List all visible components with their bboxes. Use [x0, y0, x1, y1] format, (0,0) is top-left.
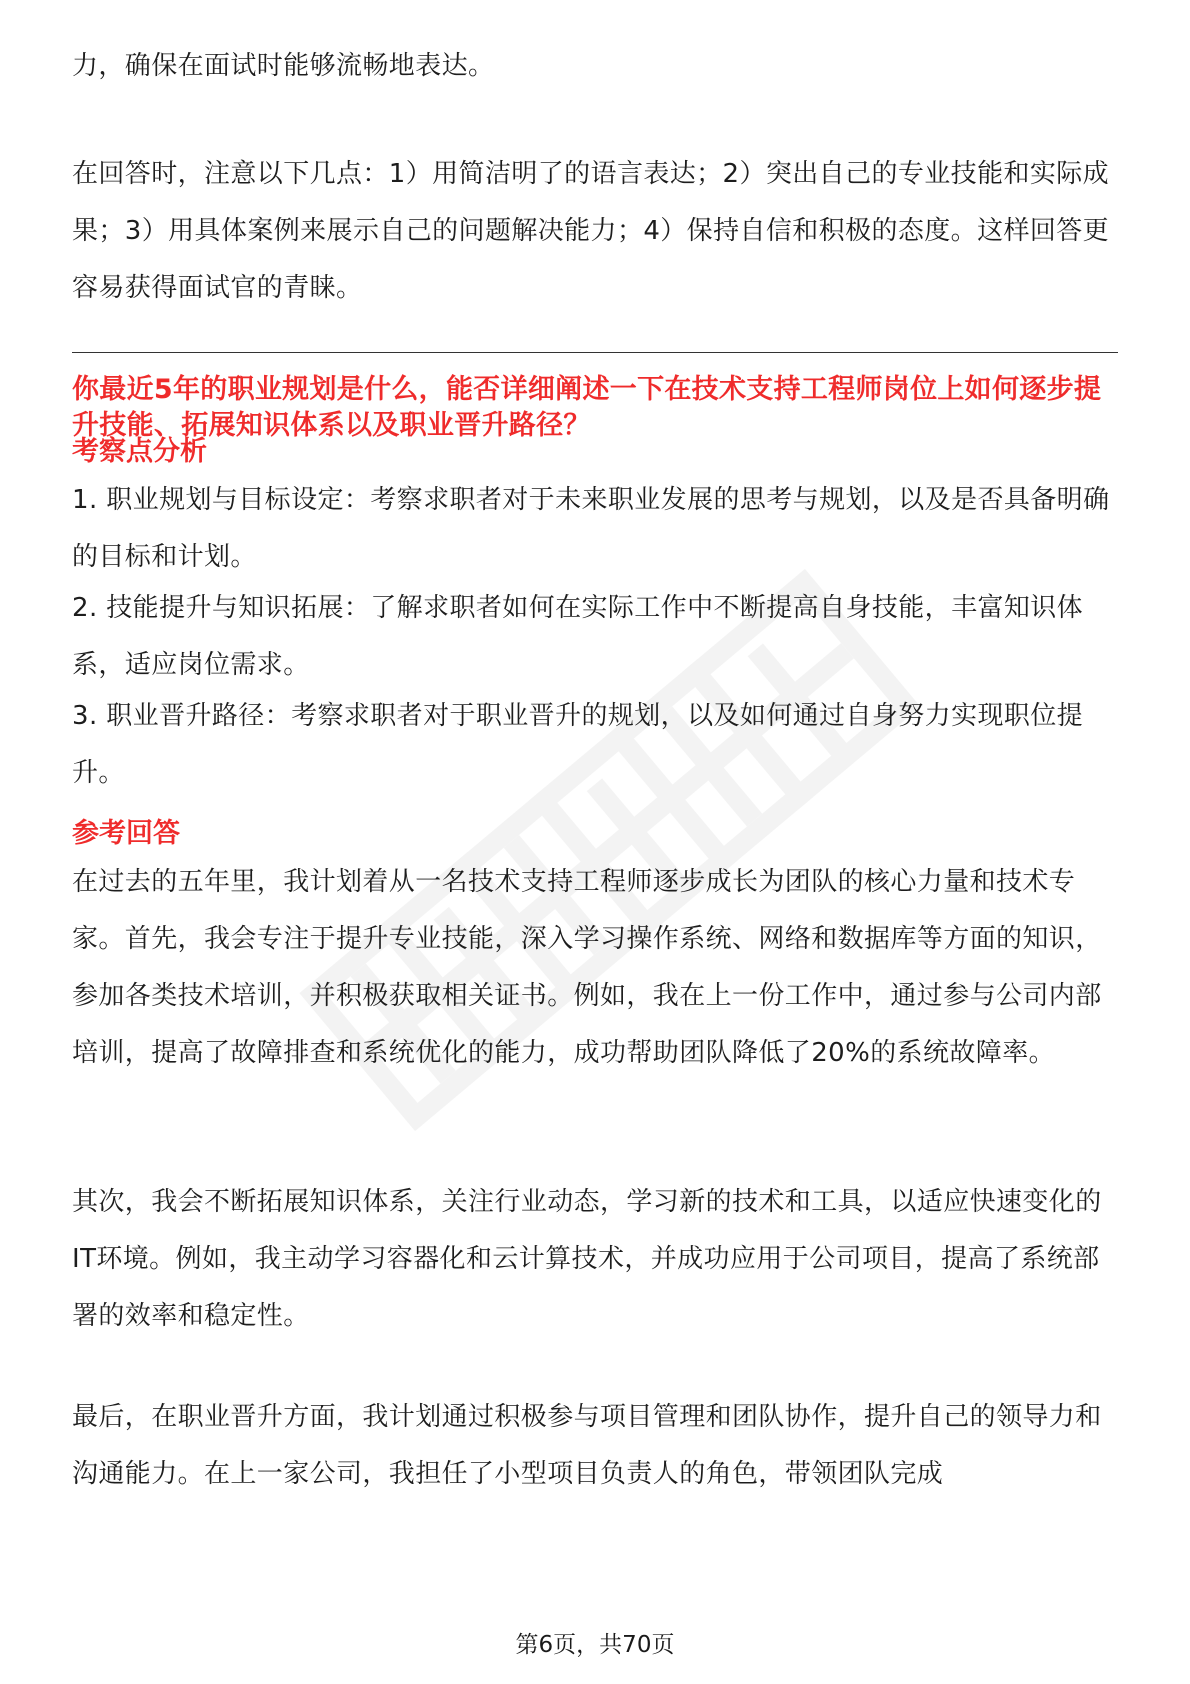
page-number: 第6页，共70页 [515, 1632, 675, 1658]
analysis-point-1: 1. 职业规划与目标设定：考察求职者对于未来职业发展的思考与规划，以及是否具备明确的目标和计划。 [72, 485, 1110, 572]
answer-paragraph-1: 在过去的五年里，我计划着从一名技术支持工程师逐步成长为团队的核心力量和技术专家。首先，我会专注于提升专业技能，深入学习操作系统、网络和数据库等方面的知识，参加各类技术培训，并积极获取相关证书。例如，我在上一份工作中，通过参与公司内部培训，提高了故障排查和系统优化的能力，成功帮助团队降低了20%的系统故障率。 [72, 867, 1102, 1068]
section-divider [72, 352, 1118, 353]
analysis-heading: 考察点分析 [72, 436, 207, 467]
analysis-point-2: 2. 技能提升与知识拓展：了解求职者如何在实际工作中不断提高自身技能，丰富知识体系，适应岗位需求。 [72, 593, 1084, 680]
answer-paragraph-2: 其次，我会不断拓展知识体系，关注行业动态，学习新的技术和工具，以适应快速变化的IT环境。例如，我主动学习容器化和云计算技术，并成功应用于公司项目，提高了系统部署的效率和稳定性。 [72, 1187, 1102, 1331]
analysis-point-3: 3. 职业晋升路径：考察求职者对于职业晋升的规划，以及如何通过自身努力实现职位提升。 [72, 701, 1084, 788]
intro-tail-paragraph: 力，确保在面试时能够流畅地表达。 [72, 51, 495, 81]
answer-tips-paragraph: 在回答时，注意以下几点：1）用简洁明了的语言表达；2）突出自己的专业技能和实际成果；3）用具体案例来展示自己的问题解决能力；4）保持自信和积极的态度。这样回答更容易获得面试官的青睐。 [72, 159, 1110, 303]
interview-question: 你最近5年的职业规划是什么，能否详细阐述一下在技术支持工程师岗位上如何逐步提升技能、拓展知识体系以及职业晋升路径？ [72, 374, 1102, 441]
answer-heading: 参考回答 [72, 818, 180, 849]
answer-paragraph-3: 最后，在职业晋升方面，我计划通过积极参与项目管理和团队协作，提升自己的领导力和沟通能力。在上一家公司，我担任了小型项目负责人的角色，带领团队完成 [72, 1402, 1102, 1489]
